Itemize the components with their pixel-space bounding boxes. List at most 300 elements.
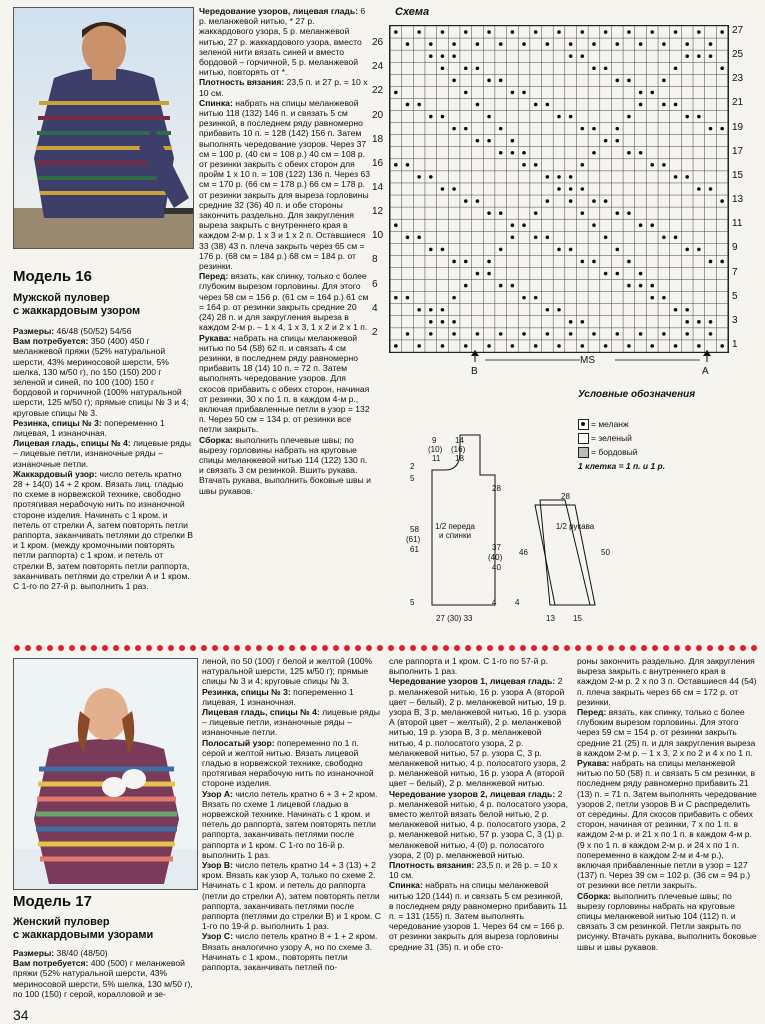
paragraph: Лицевая гладь, спицы № 4: лицевые ряды – лицевые петли, изнаночные ряды – изнаночные петли.: [202, 707, 380, 738]
chart-dot: [476, 42, 480, 46]
separator-dot: [102, 645, 108, 651]
paragraph: Жаккардовый узор: число петель кратно 28 + 14(0) 14 + 2 кром. Вязать лиц. гладью по схеме в норвежской технике, свободно протягивая нерабочую нить по изнаночной стороне изделия. Начинать с 1 кром. и петель от стрелки А, затем повторять петли раппорта, заканчивать петлями до стрелки В и 1 кром. (между кромочными повторять петли раппорта) с 1 кром. и петель от стрелки В, затем повторять петли раппорта, заканчивать петлями до стрелки А и 1 кром. С 1-го по 27-й р. выполнить 1 раз.: [13, 468, 194, 592]
chart-dot: [639, 272, 643, 276]
chart-row-label-right: 17: [732, 145, 744, 157]
chart-dot: [604, 235, 608, 239]
chart-dot: [499, 332, 503, 336]
separator-dot: [729, 645, 735, 651]
separator-dot: [256, 645, 262, 651]
arrow-a-label: А: [702, 366, 709, 377]
chart-dot: [674, 308, 678, 312]
chart-dot: [464, 127, 468, 131]
separator-dot: [388, 645, 394, 651]
chart-dot: [639, 151, 643, 155]
dim-27-30-33: 27 (30) 33: [436, 614, 473, 623]
chart-dot: [615, 272, 619, 276]
chart-dot: [581, 163, 585, 167]
dot-cell-icon: [578, 419, 589, 430]
ms-label: MS: [580, 355, 595, 366]
separator-dot: [300, 645, 306, 651]
legend-item-burgundy: = бордовый: [578, 445, 665, 459]
chart-dot: [487, 79, 491, 83]
chart-dot: [406, 42, 410, 46]
paragraph: Чередование узоров 2, лицевая гладь: 2 р. меланжевой нитью, 4 р. полосатого узора, вместо желтой вязать белой нитью, 2 р. меланжевой нитью, 4 р. полосатого узора, 2 р. меланжевой нитью, 57 р. узора С, 3 (1) р. меланжевой нитью, 4 (0) р. полосатого узора, 2 (0) р. меланжевой нитью.: [389, 788, 568, 860]
separator-dot: [740, 645, 746, 651]
paragraph: Перед: вязать, как спинку, только с более глубоким вырезом горловины. Для этого через 59 см = 154 р. от резинки закрыть средние 21 (25) п. и для закругления выреза в каждом 2-м р. – 1 х 3, 2 х по 2 и 4 х по 1 п.: [577, 707, 756, 758]
chart-dot: [557, 30, 561, 34]
chart-row-label-left: 12: [372, 206, 384, 218]
chart-dot: [685, 320, 689, 324]
chart-dot: [604, 272, 608, 276]
chart-dot: [429, 54, 433, 58]
chart-dot: [592, 260, 596, 264]
dim-4a: 4: [492, 598, 497, 607]
chart-dot: [627, 115, 631, 119]
paragraph: Полосатый узор: попеременно по 1 п. серой и желтой нитью. Вязать лицевой гладью в норвежской технике, свободно протягивая нерабочую нить по изнаночной стороне изделия.: [202, 737, 374, 789]
chart-dot: [522, 332, 526, 336]
chart-dot: [429, 175, 433, 179]
separator-dot: [531, 645, 537, 651]
paragraph: Чередование узоров, лицевая гладь: 6 р. меланжевой нитью, * 27 р. жаккардового узора, 5 р. меланжевой нитью, 27 р. жаккардового узора, вместо зеленой нити вязать синей и вместо бордовой – горчичной, 5 р. меланжевой нитью, повторять от *.: [199, 6, 366, 78]
chart-dot: [406, 332, 410, 336]
separator-dot: [465, 645, 471, 651]
chart-dot: [522, 296, 526, 300]
separator-dot: [14, 645, 20, 651]
paragraph: Вам потребуется: 350 (400) 450 г меланжевой пряжи (52% натуральной шерсти, 43% мериносовой шерсти, 5% шелка, 130 м/50 г), по 150 (150) 200 г зеленой и синей, по 100 (100) 150 г бордовой и горчичной (100% натуральной шерсти, 125 м/50 г); прямые спицы № 3 и 4; круговые спицы № 3.: [13, 336, 189, 418]
separator-dot: [443, 645, 449, 651]
separator-dot: [91, 645, 97, 651]
chart-dot: [499, 248, 503, 252]
paragraph: Размеры: 38/40 (48/50): [13, 948, 108, 958]
chart-dot: [662, 296, 666, 300]
chart-dot: [522, 91, 526, 95]
chart-dot: [697, 187, 701, 191]
model17-photo: [13, 658, 198, 890]
chart-dot: [406, 163, 410, 167]
chart-dot: [441, 115, 445, 119]
chart-dot: [674, 175, 678, 179]
chart-dot: [697, 320, 701, 324]
chart-dot: [557, 248, 561, 252]
paragraph: Лицевая гладь, спицы № 4: лицевые ряды – лицевые петли, изнаночные ряды – изнаночные петли.: [13, 438, 191, 469]
pattern-front-label: 1/2 переда и спинки: [435, 522, 475, 540]
separator-dot: [157, 645, 163, 651]
chart-dot: [464, 260, 468, 264]
chart-dot: [674, 30, 678, 34]
paragraph: Чередование узоров 1, лицевая гладь: 2 р. меланжевой нитью, 16 р. узора А (второй цвет – белый), 2 р. меланжевой нитью, 19 р. узора В, 3 р. меланжевой нитью, 16 р. узора А (второй цвет – желтый), 2 р. меланжевой нитью, 19 р. узора В, 3 р. меланжевой нитью, 4 р. полосатого узора, 2 р. меланжевой нитью, 57 р. узора С, 3 р. меланжевой нитью, 4 р. полосатого узора, 2 р. меланжевой нитью, 16 р. узора А (второй цвет – белый), 2 р. меланжевой нитью.: [389, 676, 567, 789]
chart-dot: [499, 42, 503, 46]
chart-dot: [464, 199, 468, 203]
chart-dot: [639, 42, 643, 46]
separator-dot: [399, 645, 405, 651]
separator-dot: [718, 645, 724, 651]
chart-dot: [627, 79, 631, 83]
separator-dot: [751, 645, 757, 651]
paragraph: Узор С: число петель кратно 8 + 1 + 2 кром. Вязать аналогично узору А, но по схеме 3. Начинать с 1 кром., повторять петли раппорта, заканчивать петлей по-: [202, 931, 378, 973]
separator-dot: [553, 645, 559, 651]
legend-cell-size: 1 клетка = 1 п. и 1 р.: [578, 461, 666, 471]
chart-dot: [592, 332, 596, 336]
chart-dot: [417, 103, 421, 107]
model16-title: Модель 16: [13, 268, 92, 285]
chart-row-label-right: 11: [732, 218, 743, 230]
chart-dot: [650, 30, 654, 34]
chart-dot: [709, 42, 713, 46]
legend-item-green: = зеленый: [578, 431, 665, 445]
chart-dot: [709, 54, 713, 58]
chart-dot: [639, 103, 643, 107]
chart-dot: [581, 54, 585, 58]
paragraph: Сборка: выполнить плечевые швы; по вырезу горловины набрать на круговые спицы меланжевой нитью 104 (112) п. и связать 3 см резинкой. Петли закрыть по рисунку. Втачать рукава, выполнить боковые швы и швы рукавов.: [577, 890, 757, 952]
chart-dot: [697, 248, 701, 252]
chart-row-label-left: 20: [372, 109, 384, 121]
paragraph: Вам потребуется: 400 (500) г меланжевой пряжи (52% натуральной шерсти, 43% мериносовой шерсти, 5% шелка, 130 м/50 г), по 100 (150) г серой, коралловой и зе-: [13, 958, 193, 999]
chart-dot: [546, 332, 550, 336]
chart-dot: [511, 91, 515, 95]
chart-dot: [697, 54, 701, 58]
separator-dot: [333, 645, 339, 651]
chart-dot: [452, 260, 456, 264]
chart-dot: [452, 320, 456, 324]
dim-58: 58: [410, 525, 419, 534]
chart-dot: [476, 139, 480, 143]
chart-dot: [662, 235, 666, 239]
paragraph: Плотность вязания: 23,5 п. и 27 р. = 10 х 10 см.: [199, 77, 368, 98]
paragraph: сле раппорта и 1 кром. С 1-го по 57-й р. выполнить 1 раз.: [389, 656, 549, 677]
separator-dot: [707, 645, 713, 651]
chart-row-label-left: 6: [372, 278, 378, 290]
chart-dot: [650, 91, 654, 95]
separator-dot: [509, 645, 515, 651]
separator-dot: [245, 645, 251, 651]
chart-dot: [581, 187, 585, 191]
dim-2: 2: [410, 462, 415, 471]
separator-dot: [168, 645, 174, 651]
chart-dot: [534, 163, 538, 167]
paragraph: Спинка: набрать на спицы меланжевой нитью 118 (132) 146 п. и связать 5 см резинкой, в последнем ряду равномерно прибавить 10 п. = 128 (142) 156 п. Затем выполнять чередование узоров. Через 37 см = 100 р. (40 см = 108 р.) 40 см = 108 р. от резинки закрыть с обеих сторон для пройм 1 х 10 п. = 108 (122) 136 п. Через 63 см = 170 р. (66 см = 178 р.) 66 см = 178 р. от резинки закрыть для выреза горловины средние 32 (36) 40 п. и обе стороны закончить раздельно. Для закругления выреза закрыть с внутреннего края в каждом 2-м р. 1 х 3 и 1 х 2 п. Оставшиеся 33 (38) 43 п. плеча закрыть через 65 см = 176 р. (68 см = 184 р.) 68 см = 184 р. от резинки.: [199, 97, 371, 272]
dim-40b: 40: [492, 563, 501, 572]
chart-dot: [639, 91, 643, 95]
chart-dot: [604, 66, 608, 70]
chart-dot: [569, 54, 573, 58]
chart-row-label-right: 9: [732, 242, 738, 254]
model16-text-col2: [199, 6, 371, 496]
chart-dot: [720, 260, 724, 264]
chart-dot: [476, 199, 480, 203]
separator-dot: [652, 645, 658, 651]
chart-dot: [429, 308, 433, 312]
chart-dot: [615, 79, 619, 83]
chart-dot: [429, 248, 433, 252]
chart-dot: [569, 187, 573, 191]
paragraph: Перед: вязать, как спинку, только с более глубоким вырезом горловины. Для этого через 58 см = 156 р. (61 см = 164 р.) 61 см = 164 р. от резинки закрыть средние 20 (24) 28 п. и для закругления выреза в каждом 2-м р. – 1 х 4, 1 х 3, 1 х 2 и 2 х 1 п.: [199, 271, 369, 333]
chart-dot: [592, 66, 596, 70]
chart-dot: [441, 54, 445, 58]
chart-dot: [441, 66, 445, 70]
chart-dot: [674, 103, 678, 107]
separator-dot: [685, 645, 691, 651]
chart-dot: [615, 211, 619, 215]
chart-dot: [487, 30, 491, 34]
chart-dot: [452, 296, 456, 300]
model16-subtitle-line2: с жаккардовым узором: [13, 305, 141, 317]
section-separator: [0, 643, 765, 653]
chart-row-label-right: 13: [732, 194, 744, 206]
dim-5b: 5: [410, 598, 415, 607]
chart-dot: [394, 296, 398, 300]
model17-subtitle-line1: Женский пуловер: [13, 916, 110, 928]
model17-subtitle-line2: с жаккардовыми узорами: [13, 929, 154, 941]
chart-dot: [546, 308, 550, 312]
chart-dot: [487, 139, 491, 143]
separator-dot: [366, 645, 372, 651]
paragraph: Узор А: число петель кратно 6 + 3 + 2 кром. Вязать по схеме 1 лицевой гладью в норвежской технике. Начинать с 1 кром. и петель до раппорта, затем повторять петли раппорта, заканчивать петлями после раппорта и 1 кром. С 1-го по 16-й р. выполнить 1 раз.: [202, 788, 378, 860]
chart-dot: [534, 30, 538, 34]
separator-dot: [630, 645, 636, 651]
chart-dot: [615, 332, 619, 336]
chart-dot: [615, 139, 619, 143]
chart-dot: [697, 30, 701, 34]
separator-dot: [311, 645, 317, 651]
separator-dot: [289, 645, 295, 651]
chart-dot: [557, 308, 561, 312]
chart-dot: [394, 91, 398, 95]
chart-dot: [441, 248, 445, 252]
chart-dot: [417, 308, 421, 312]
chart-row-label-right: 27: [732, 25, 744, 37]
model17-subtitle: [13, 916, 203, 942]
chart-dot: [592, 127, 596, 131]
chart-dot: [511, 151, 515, 155]
chart-row-label-right: 23: [732, 73, 744, 85]
chart-dot: [709, 332, 713, 336]
chart-dot: [464, 66, 468, 70]
dim-11: 11: [432, 454, 441, 463]
chart-dot: [650, 223, 654, 227]
scheme-title: Схема: [395, 6, 430, 18]
chart-row-label-left: 4: [372, 302, 378, 314]
dim-37: 37: [492, 543, 501, 552]
separator-dot: [25, 645, 31, 651]
chart-dot: [417, 30, 421, 34]
chart-dot: [569, 332, 573, 336]
chart-dot: [406, 103, 410, 107]
chart-dot: [464, 91, 468, 95]
chart-row-label-right: 3: [732, 314, 738, 326]
chart-dot: [674, 235, 678, 239]
chart-dot: [592, 199, 596, 203]
dim-10: (10): [428, 445, 443, 454]
chart-dot: [604, 139, 608, 143]
chart-row-label-right: 7: [732, 266, 738, 278]
model17-text-col3: [389, 656, 569, 952]
chart-dot: [511, 235, 515, 239]
separator-dot: [487, 645, 493, 651]
separator-dot: [641, 645, 647, 651]
chart-dot: [581, 127, 585, 131]
model16-text-col1: [13, 326, 193, 591]
chart-dot: [650, 284, 654, 288]
chart-dot: [476, 272, 480, 276]
chart-dot: [720, 127, 724, 131]
chart-row-label-right: 21: [732, 97, 744, 109]
model16-subtitle-line1: Мужской пуловер: [13, 292, 110, 304]
separator-dot: [575, 645, 581, 651]
chart-dot: [639, 332, 643, 336]
chart-row-label-left: 24: [372, 61, 384, 73]
chart-dot: [650, 163, 654, 167]
separator-dot: [608, 645, 614, 651]
dim-28b: 28: [561, 492, 570, 501]
chart-dot: [627, 211, 631, 215]
chart-dot: [546, 175, 550, 179]
paragraph: Резинка, спицы № 3: попеременно 1 лицевая, 1 изнаночная.: [13, 417, 165, 439]
chart-dot: [569, 320, 573, 324]
chart-dot: [476, 332, 480, 336]
chart-dot: [581, 320, 585, 324]
chart-dot: [557, 115, 561, 119]
model17-text-col2: [202, 656, 382, 972]
separator-dot: [267, 645, 273, 651]
chart-dot: [557, 187, 561, 191]
chart-row-label-left: 10: [372, 230, 384, 242]
chart-dot: [441, 308, 445, 312]
model17-title: Модель 17: [13, 893, 92, 910]
chart-dot: [546, 42, 550, 46]
chart-dot: [685, 248, 689, 252]
chart-dot: [569, 175, 573, 179]
chart-dot: [592, 223, 596, 227]
chart-dot: [662, 332, 666, 336]
chart-dot: [627, 260, 631, 264]
chart-dot: [499, 151, 503, 155]
chart-dot: [487, 260, 491, 264]
chart-row-label-left: 26: [372, 37, 384, 49]
chart-dot: [452, 42, 456, 46]
separator-dot: [410, 645, 416, 651]
paragraph: Сборка: выполнить плечевые швы; по вырезу горловины набрать на круговые спицы меланжевой нитью 114 (122) 130 п. и связать 3 см резинкой. Вшить рукава. Втачать рукава, выполнить боковые швы и швы рукавов.: [199, 434, 371, 496]
legend-title: Условные обозначения: [578, 389, 696, 400]
chart-dot: [685, 42, 689, 46]
chart-dot: [452, 79, 456, 83]
dim-4b: 4: [515, 598, 520, 607]
chart-dot: [569, 199, 573, 203]
chart-dot: [522, 42, 526, 46]
separator-dot: [355, 645, 361, 651]
chart-dot: [546, 103, 550, 107]
chart-dot: [417, 175, 421, 179]
chart-dot: [720, 30, 724, 34]
separator-dot: [597, 645, 603, 651]
arrow-b-label: В: [471, 366, 478, 377]
separator-dot: [498, 645, 504, 651]
chart-dot: [685, 332, 689, 336]
chart-dot: [720, 66, 724, 70]
chart-dot: [487, 115, 491, 119]
chart-dot: [429, 320, 433, 324]
chart-dot: [499, 79, 503, 83]
model17-text-col4: [577, 656, 757, 952]
chart-dot: [441, 187, 445, 191]
separator-dot: [58, 645, 64, 651]
chart-dot: [487, 272, 491, 276]
jacquard-chart: [389, 25, 729, 353]
chart-dot: [650, 296, 654, 300]
dim-28a: 28: [492, 484, 501, 493]
chart-row-label-right: 19: [732, 121, 744, 133]
chart-dot: [604, 30, 608, 34]
chart-dot: [511, 223, 515, 227]
separator-dot: [696, 645, 702, 651]
chart-dot: [604, 199, 608, 203]
chart-row-label-right: 25: [732, 49, 744, 61]
paragraph: Рукава: набрать на спицы меланжевой нитью по 50 (58) п. и связать 5 см резинки, в последнем ряду равномерно прибавить 21 (13) п. = 71 п. Затем выполнять чередование узоров 2, петли узоров В и С распределить от середины. Для скосов прибавить с обеих сторон, начиная от резинки, 7 х по 1 п. в каждом 2-м р. и 21 х по 1 п. в каждом 4-м р. (9 х по 1 п. в каждом 2-м р. и 24 х по 1 п. попеременно в каждом 2-м и 4-м р.), включая прибавленные петли в узор = 127 (137) п. Через 39 см = 102 р. (36 см = 94 р.) от резинки все петли закрыть.: [577, 758, 757, 891]
separator-dot: [223, 645, 229, 651]
chart-dot: [709, 260, 713, 264]
separator-dot: [322, 645, 328, 651]
chart-dot: [615, 248, 619, 252]
paragraph: Плотность вязания: 23,5 п. и 26 р. = 10 х 10 см.: [389, 860, 558, 881]
model16-subtitle: [13, 292, 193, 318]
chart-dot: [709, 127, 713, 131]
chart-row-label-right: 1: [732, 338, 738, 350]
chart-dot: [569, 42, 573, 46]
paragraph: Размеры: 46/48 (50/52) 54/56: [13, 326, 132, 336]
chart-dot: [487, 211, 491, 215]
chart-dot: [406, 235, 410, 239]
chart-row-label-right: 5: [732, 290, 738, 302]
separator-dot: [234, 645, 240, 651]
legend-item-melange: = меланж: [578, 417, 665, 431]
paragraph: Спинка: набрать на спицы меланжевой нитью 120 (144) п. и связать 5 см резинкой, в последнем ряду равномерно прибавить 11 п. = 131 (155) п. Затем выполнять чередование узоров 1. Через 64 см = 166 р. от резинки закрыть для выреза горловины средние 31 (35) п. и обе сто-: [389, 880, 568, 952]
separator-dot: [36, 645, 42, 651]
chart-dot: [394, 30, 398, 34]
chart-row-label-left: 8: [372, 254, 378, 266]
chart-dot: [476, 66, 480, 70]
chart-dot: [511, 139, 515, 143]
chart-dot: [615, 127, 619, 131]
chart-dot: [394, 223, 398, 227]
dim-61b: 61: [410, 545, 419, 554]
dim-18: 18: [455, 454, 464, 463]
chart-dot: [406, 296, 410, 300]
separator-dot: [520, 645, 526, 651]
chart-dot: [685, 308, 689, 312]
chart-dot: [464, 284, 468, 288]
separator-dot: [47, 645, 53, 651]
separator-dot: [377, 645, 383, 651]
separator-dot: [542, 645, 548, 651]
chart-dot: [662, 103, 666, 107]
chart-dot: [581, 211, 585, 215]
chart-dot: [452, 332, 456, 336]
dim-46: 46: [519, 548, 528, 557]
chart-dot: [452, 127, 456, 131]
chart-dot: [511, 284, 515, 288]
dim-13: 13: [546, 614, 555, 623]
chart-dot: [581, 30, 585, 34]
separator-dot: [113, 645, 119, 651]
chart-dot: [534, 211, 538, 215]
chart-row-label-left: 2: [372, 326, 378, 338]
chart-dot: [639, 284, 643, 288]
separator-dot: [663, 645, 669, 651]
chart-dot: [511, 30, 515, 34]
chart-dot: [557, 175, 561, 179]
chart-dot: [569, 248, 573, 252]
chart-dot: [522, 163, 526, 167]
chart-dot: [464, 30, 468, 34]
